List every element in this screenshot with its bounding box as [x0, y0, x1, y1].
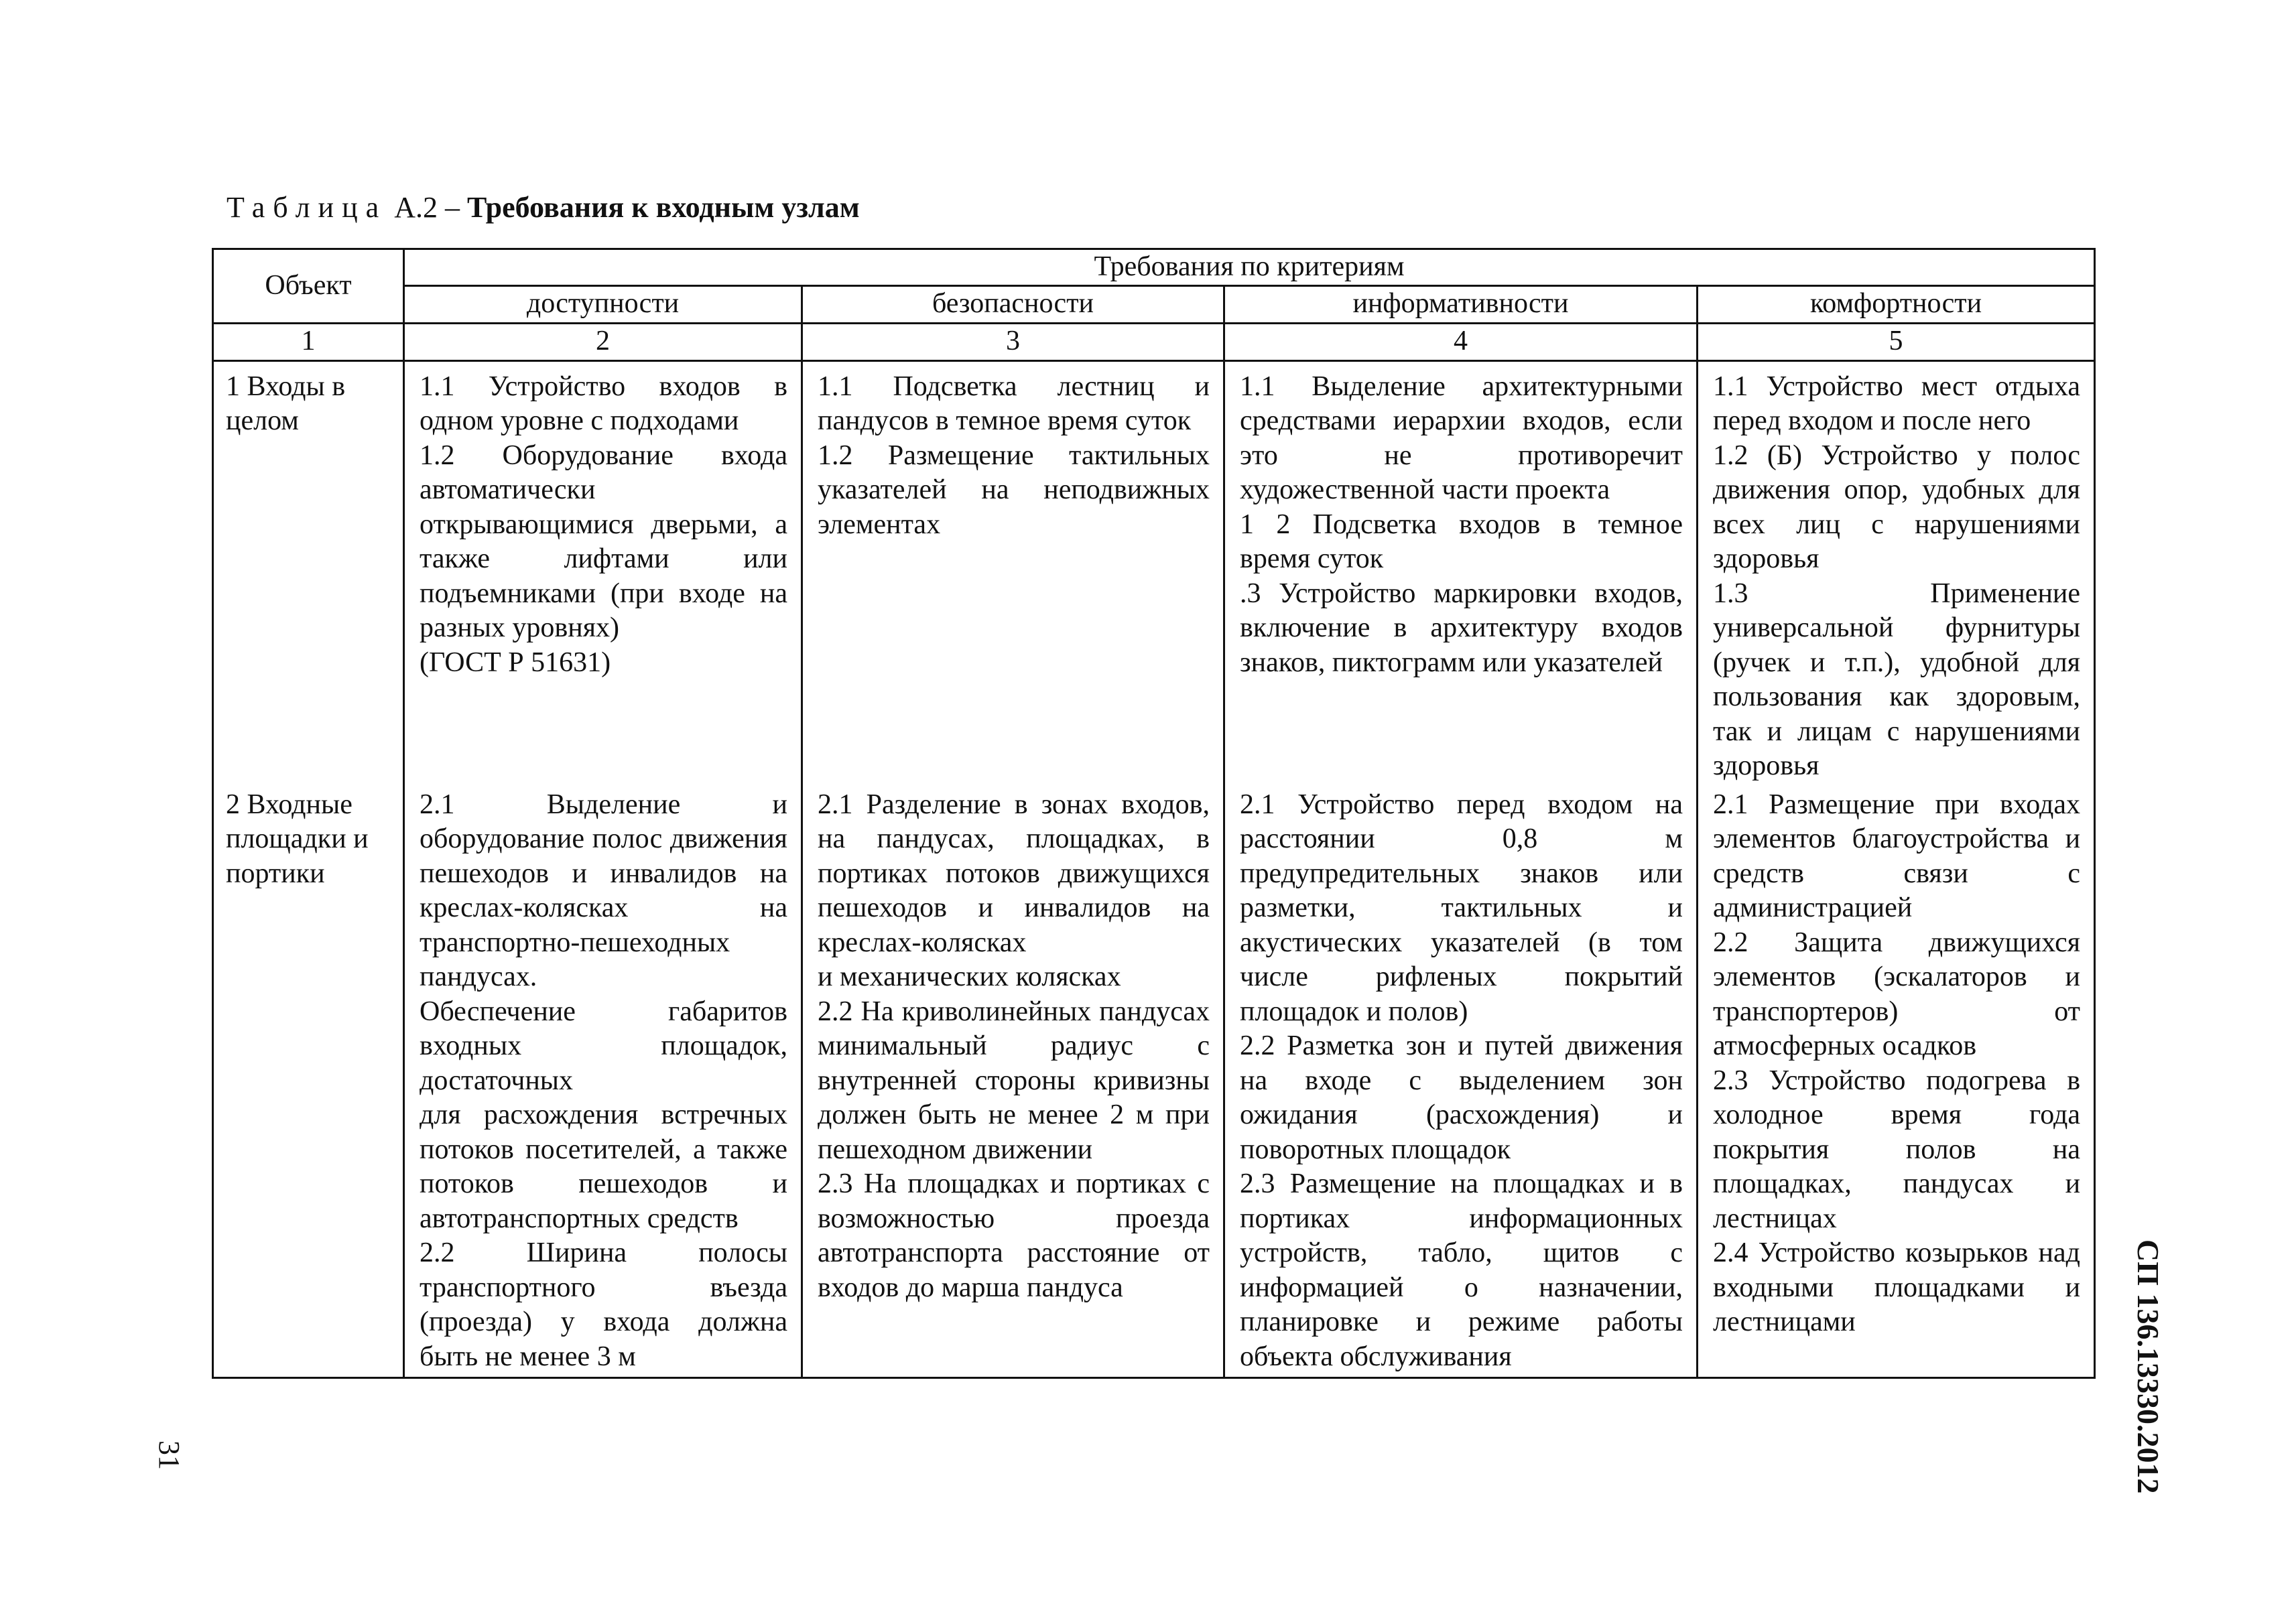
- caption-number: А.2 –: [394, 191, 460, 224]
- cell-accessibility: [404, 784, 802, 1378]
- list-item: 2.2 На криволинейных пандусах минимальный радиус с внутренней стороны кривизны должен быть не менее 2 м при пешеходном движении: [818, 996, 1210, 1165]
- list-item: 2.1 Разделение в зонах входов, на пандусах, площадках, в портиках потоков движущихся пешеходов и инвалидов на креслах-колясках: [818, 789, 1210, 958]
- cell-accessibility: [404, 360, 802, 784]
- column-number-5: 5: [1698, 323, 2095, 360]
- list-item: для расхождения встречных потоков посетителей, а также потоков пешеходов и автотранспортных средств: [420, 1099, 787, 1234]
- requirements-table: [212, 248, 2096, 1379]
- header-safety: безопасности: [802, 285, 1224, 323]
- list-item: 2.3 На площадках и портиках с возможностью проезда автотранспорта расстояние от входов до марша пандуса: [818, 1168, 1210, 1303]
- row-object: 2 Входные площадки и портики: [213, 784, 404, 1378]
- table-row-entrances: [213, 360, 2095, 784]
- header-informativeness: информативности: [1224, 285, 1698, 323]
- cell-safety: [802, 784, 1224, 1378]
- list-item: Обеспечение габаритов входных площадок, достаточных: [420, 996, 787, 1096]
- list-item: 2.1 Размещение при входах элементов благоустройства и средств связи с администрацией: [1713, 789, 2081, 923]
- column-number-1: 1: [213, 323, 404, 360]
- table-caption: [227, 189, 860, 226]
- list-item: 2.3 Размещение на площадках и в портиках информационных устройств, табло, щитов с информацией о назначении, планировке и режиме работы объекта обслуживания: [1240, 1168, 1683, 1372]
- cell-safety: [802, 360, 1224, 784]
- header-object: Объект: [213, 249, 404, 324]
- cell-comfort: [1698, 784, 2095, 1378]
- list-item: 2.2 Разметка зон и путей движения на входе с выделением зон ожидания (расхождения) и поворотных площадок: [1240, 1030, 1683, 1165]
- cell-informativeness: [1224, 784, 1698, 1378]
- list-item: (ГОСТ Р 51631): [420, 647, 611, 678]
- cell-informativeness: [1224, 360, 1698, 784]
- caption-title: Требования к входным узлам: [466, 191, 860, 224]
- list-item: 2.1 Устройство перед входом на расстоянии 0,8 м предупредительных знаков или разметки, тактильных и акустических указателей (в том числе рифленых покрытий площадок и полов): [1240, 789, 1683, 1027]
- list-item: 1.1 Устройство входов в одном уровне с подходами: [420, 370, 787, 436]
- caption-label: Таблица: [227, 191, 387, 224]
- list-item: 2.4 Устройство козырьков над входными площадками и лестницами: [1713, 1237, 2081, 1337]
- list-item: и механических колясках: [818, 961, 1121, 992]
- list-item: 2.2 Защита движущихся элементов (эскалаторов и транспортеров) от атмосферных осадков: [1713, 927, 2081, 1061]
- column-number-2: 2: [404, 323, 802, 360]
- header-comfort: комфортности: [1698, 285, 2095, 323]
- document-code: СП 136.13330.2012: [2131, 1239, 2165, 1494]
- row-object: 1 Входы в целом: [213, 360, 404, 784]
- list-item: 2.1 Выделение и оборудование полос движения пешеходов и инвалидов на креслах-колясках на транспортно-пешеходных пандусах.: [420, 789, 787, 992]
- header-accessibility: доступности: [404, 285, 802, 323]
- cell-comfort: [1698, 360, 2095, 784]
- list-item: 1 2 Подсветка входов в темное время суток: [1240, 509, 1683, 574]
- list-item: 1.2 Размещение тактильных указателей на неподвижных элементах: [818, 440, 1210, 540]
- list-item: 1.2 (Б) Устройство у полос движения опор, удобных для всех лиц с нарушениями здоровья: [1713, 440, 2081, 574]
- column-number-3: 3: [802, 323, 1224, 360]
- list-item: 2.3 Устройство подогрева в холодное время года покрытия полов на площадках, пандусах и лестницах: [1713, 1065, 2081, 1234]
- page-number: 31: [153, 1440, 186, 1470]
- list-item: 2.2 Ширина полосы транспортного въезда (проезда) у входа должна быть не менее 3 м: [420, 1237, 787, 1372]
- list-item: 1.2 Оборудование входа автоматически открывающимися дверьми, а также лифтами или подъемниками (при входе на разных уровнях): [420, 440, 787, 643]
- list-item: 1.1 Устройство мест отдыха перед входом и после него: [1713, 370, 2081, 436]
- header-criteria-group: Требования по критериям: [404, 249, 2095, 286]
- list-item: 1.1 Выделение архитектурными средствами иерархии входов, если это не противоречит художественной части проекта: [1240, 370, 1683, 505]
- table-row-entrance-platforms: [213, 784, 2095, 1378]
- list-item: 1.1 Подсветка лестниц и пандусов в темное время суток: [818, 370, 1210, 436]
- column-number-4: 4: [1224, 323, 1698, 360]
- list-item: 1.3 Применение универсальной фурнитуры (ручек и т.п.), удобной для пользования как здоровым, так и лицам с нарушениями здоровья: [1713, 578, 2081, 781]
- list-item: .3 Устройство маркировки входов, включение в архитектуру входов знаков, пиктограмм или указателей: [1240, 578, 1683, 678]
